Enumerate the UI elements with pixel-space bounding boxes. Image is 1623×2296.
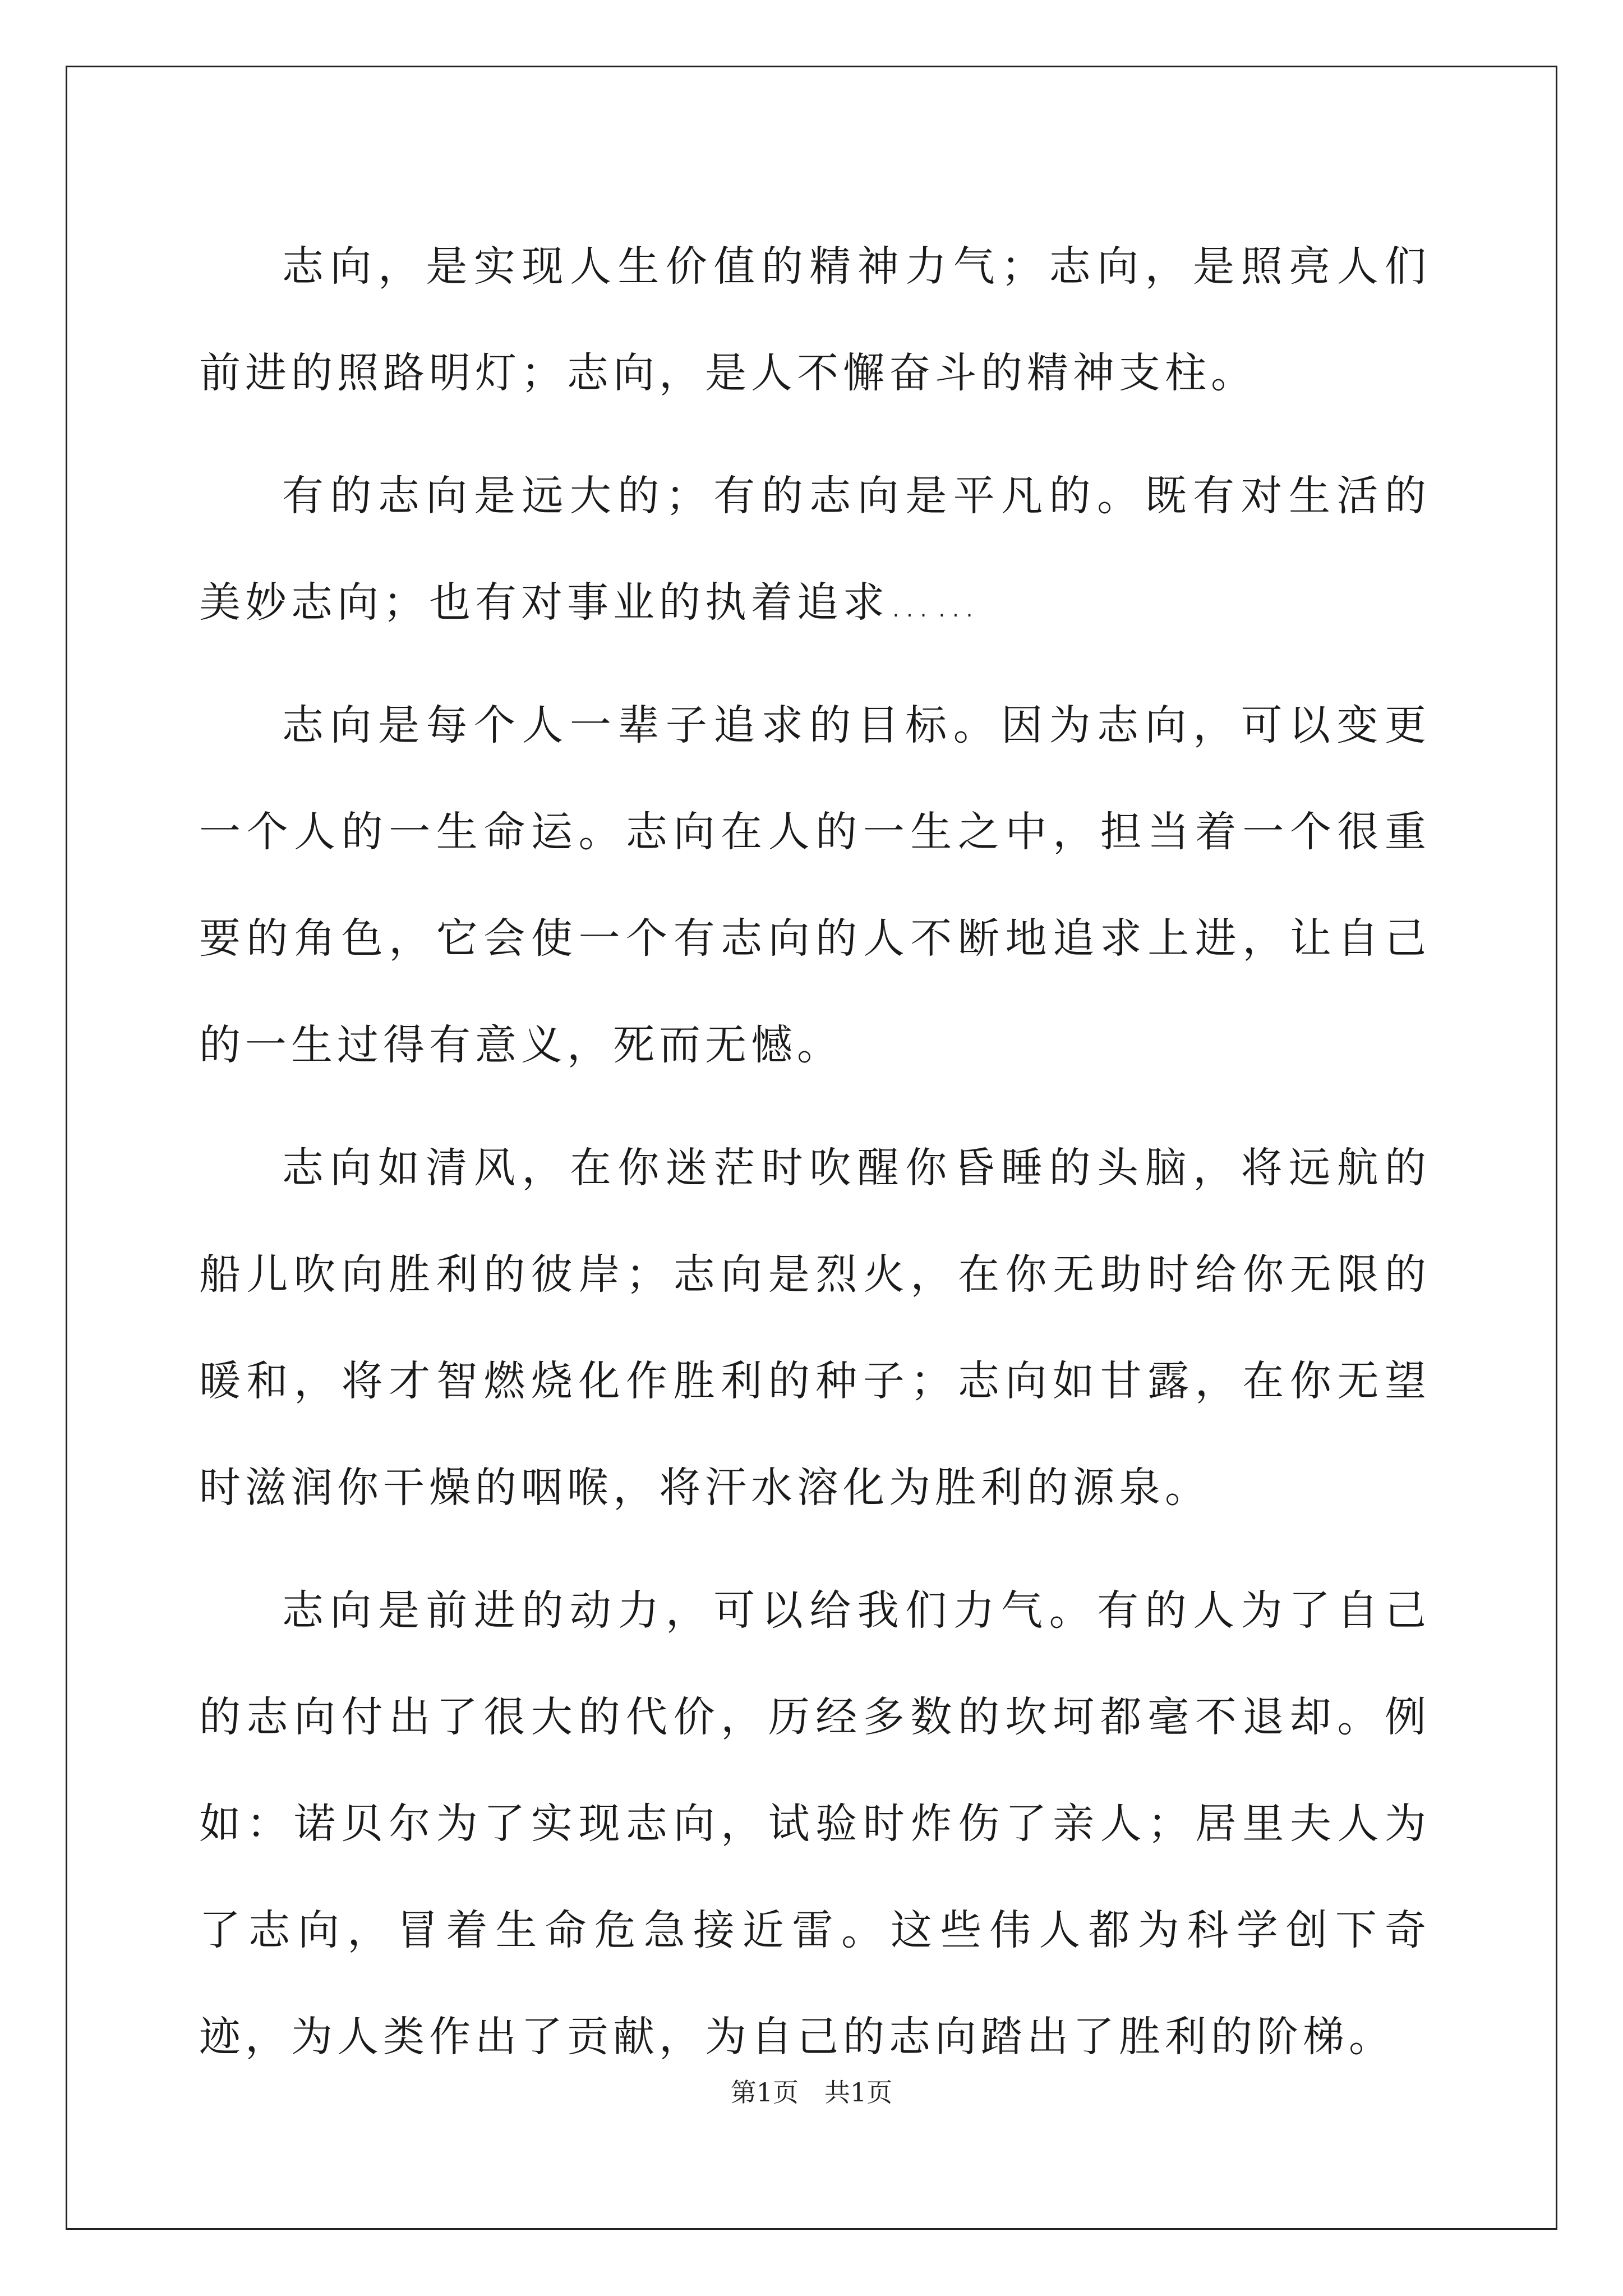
paragraph-5: 志向是前进的动力，可以给我们力气。有的人为了自己的志向付出了很大的代价，历经多数的坎坷都毫不退却。例如：诺贝尔为了实现志向，试验时炸伤了亲人；居里夫人为了志向，冒着生命危急接近雷。这些伟人都为科学创下奇迹，为人类作出了贡献，为自己的志向踏出了胜利的阶梯。 bbox=[199, 1586, 1431, 2061]
paragraph-4: 志向如清风，在你迷茫时吹醒你昏睡的头脑，将远航的船儿吹向胜利的彼岸；志向是烈火，在你无助时给你无限的暖和，将才智燃烧化作胜利的种子；志向如甘露，在你无望时滋润你干燥的咽喉，将汗水溶化为胜利的源泉。 bbox=[199, 1144, 1431, 1512]
page-number-footer: 第1页 共1页 bbox=[730, 2077, 893, 2108]
paragraph-3: 志向是每个人一辈子追求的目标。因为志向，可以变更一个人的一生命运。志向在人的一生之中，担当着一个很重要的角色，它会使一个有志向的人不断地追求上进，让自己的一生过得有意义，死而无憾。 bbox=[199, 701, 1431, 1069]
paragraph-2: 有的志向是远大的；有的志向是平凡的。既有对生活的美妙志向；也有对事业的执着追求…… bbox=[199, 472, 1431, 627]
document-body bbox=[199, 213, 1431, 2106]
paragraph-1: 志向，是实现人生价值的精神力气；志向，是照亮人们前进的照路明灯；志向，是人不懈奋斗的精神支柱。 bbox=[199, 242, 1431, 397]
